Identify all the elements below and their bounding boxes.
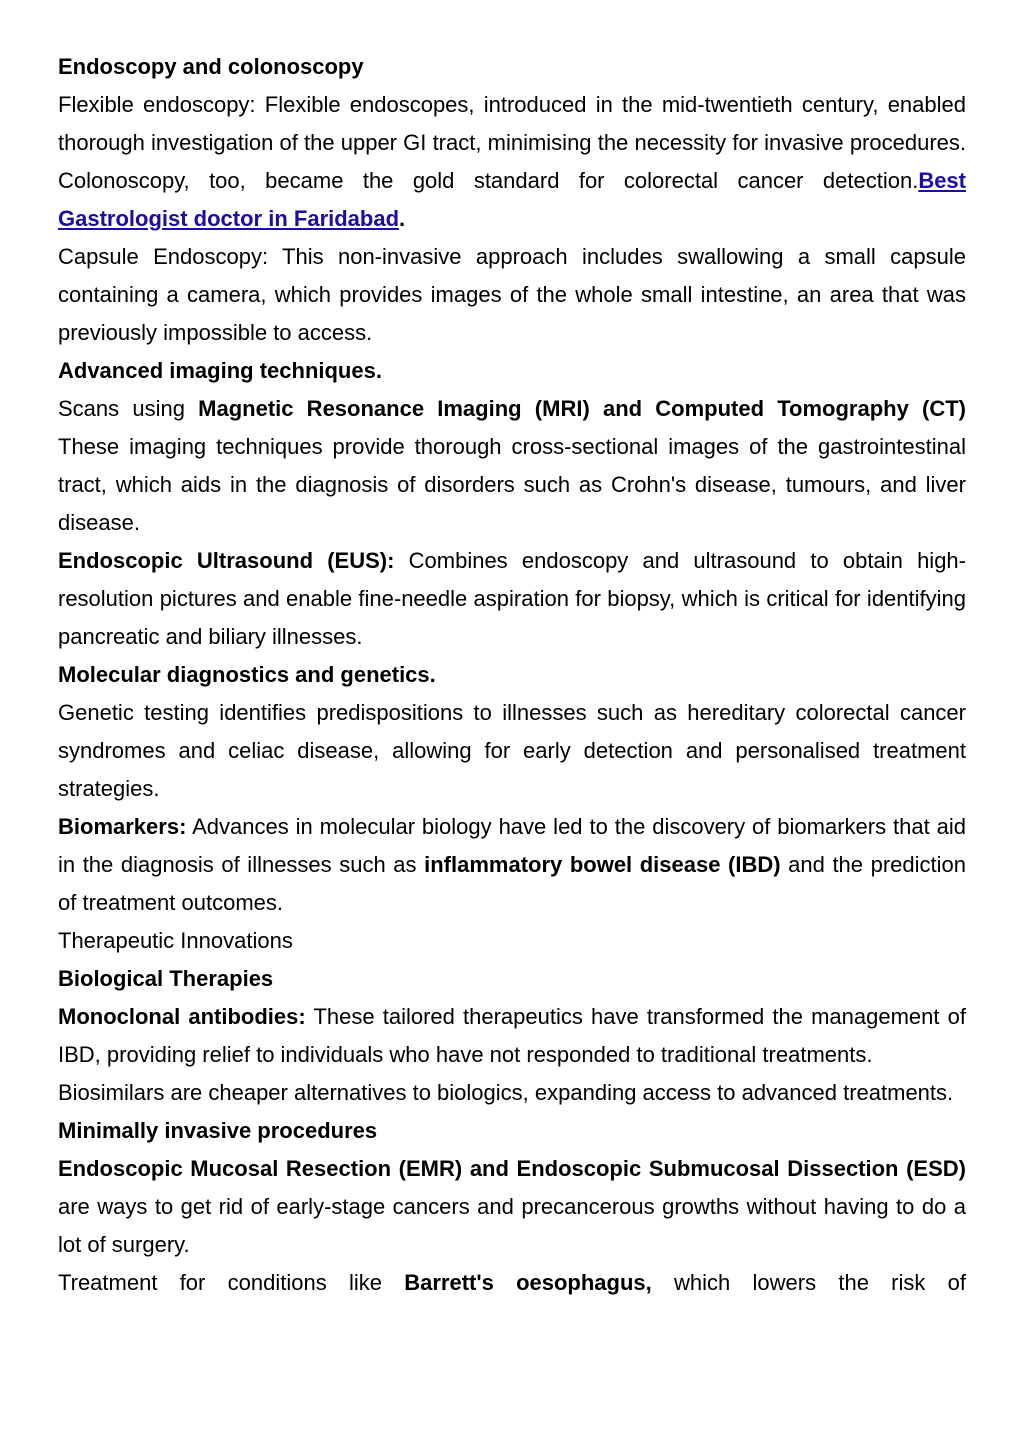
paragraph-biosimilars: Biosimilars are cheaper alternatives to biologics, expanding access to advanced treatments.	[58, 1080, 954, 1105]
paragraph-monoclonal-antibodies	[58, 998, 966, 1074]
barretts-bold: Barrett's oesophagus,	[404, 1270, 652, 1295]
scans-lead-text: Scans using	[58, 396, 199, 421]
flexible-endoscopy-text: Flexible endoscopy: Flexible endoscopes, introduced in the mid-twentieth century, enabled thorough investigation of the upper GI tract, minimising the necessity for invasive procedures. Colonoscopy, too, became the gold standard for colorectal cancer detection.	[58, 92, 966, 193]
mab-text: These tailored therapeutics have transformed the management of IBD, providing relief to individuals who have not responded to traditional treatments.	[58, 1004, 966, 1067]
link-period: .	[399, 206, 406, 231]
emr-esd-bold: Endoscopic Mucosal Resection (EMR) and Endoscopic Submucosal Dissection (ESD)	[58, 1156, 966, 1181]
therapeutic-innovations-title: Therapeutic Innovations	[58, 928, 293, 953]
paragraph-barretts	[58, 1264, 966, 1302]
paragraph-biomarkers	[58, 808, 966, 922]
scans-text: These imaging techniques provide thorough cross-sectional images of the gastrointestinal tract, which aids in the diagnosis of disorders such as Crohn's disease, tumours, and liver disease.	[58, 434, 966, 535]
paragraph-genetic-testing: Genetic testing identifies predispositions to illnesses such as hereditary colorectal cancer syndromes and celiac disease, allowing for early detection and personalised treatment strategies.	[58, 700, 966, 801]
biomarkers-bold: Biomarkers:	[58, 814, 187, 839]
paragraph-eus	[58, 542, 966, 656]
paragraph-emr-esd	[58, 1150, 966, 1264]
document-page	[58, 48, 966, 1302]
emr-esd-text: are ways to get rid of early-stage cancers and precancerous growths without having to do a lot of surgery.	[58, 1194, 966, 1257]
heading-endoscopy: Endoscopy and colonoscopy	[58, 54, 364, 79]
treatment-lead-text: Treatment for conditions like	[58, 1270, 405, 1295]
heading-imaging: Advanced imaging techniques.	[58, 358, 382, 383]
biomarkers-text: Advances in molecular biology have led to the discovery of biomarkers that aid in the diagnosis of illnesses such as	[58, 814, 966, 877]
biomarkers-text-2: and the prediction of treatment outcomes.	[58, 852, 966, 915]
paragraph-mri-ct	[58, 390, 966, 542]
gastrologist-link[interactable]: Best Gastrologist doctor in Faridabad	[58, 168, 966, 231]
eus-bold: Endoscopic Ultrasound (EUS):	[58, 548, 395, 573]
mri-ct-bold: Magnetic Resonance Imaging (MRI) and Computed Tomography (CT)	[198, 396, 967, 421]
paragraph-flexible-endoscopy	[58, 86, 966, 238]
heading-biological-therapies: Biological Therapies	[58, 966, 274, 991]
heading-molecular: Molecular diagnostics and genetics.	[58, 662, 436, 687]
mab-bold: Monoclonal antibodies:	[58, 1004, 306, 1029]
eus-text: Combines endoscopy and ultrasound to obtain high-resolution pictures and enable fine-needle aspiration for biopsy, which is critical for identifying pancreatic and biliary illnesses.	[58, 548, 966, 649]
heading-minimally-invasive: Minimally invasive procedures	[58, 1118, 378, 1143]
ibd-bold: inflammatory bowel disease (IBD)	[424, 852, 781, 877]
paragraph-capsule-endoscopy: Capsule Endoscopy: This non-invasive approach includes swallowing a small capsule containing a camera, which provides images of the whole small intestine, an area that was previously impossible to access.	[58, 244, 966, 345]
treatment-text: which lowers the risk of	[651, 1270, 967, 1295]
